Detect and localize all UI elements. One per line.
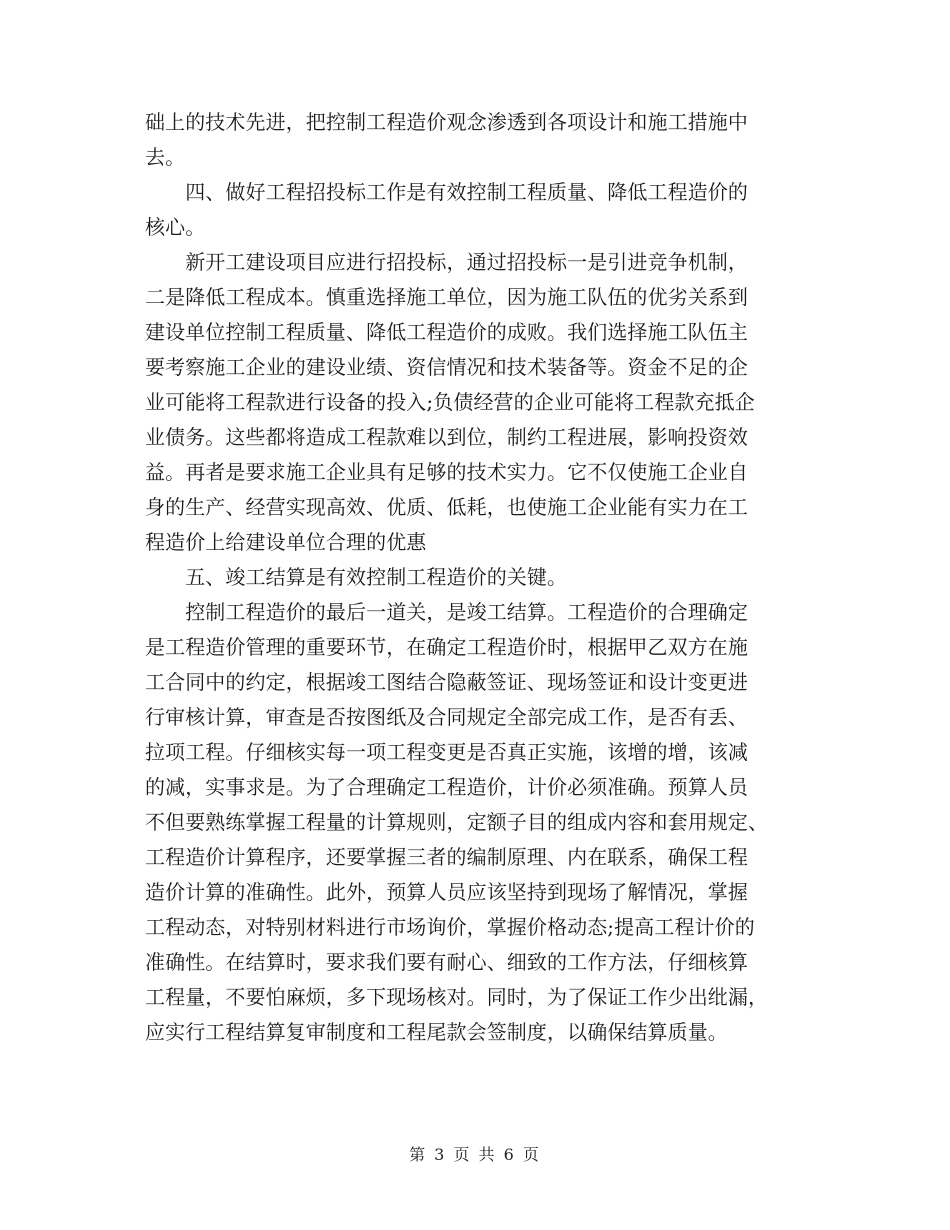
text-line: 础上的技术先进，把控制工程造价观念渗透到各项设计和施工措施中	[145, 110, 748, 134]
text-line: 二是降低工程成本。慎重选择施工单位，因为施工队伍的优劣关系到	[145, 285, 748, 309]
text-line: 工程量，不要怕麻烦，多下现场核对。同时，为了保证工作少出纰漏，	[145, 985, 769, 1009]
text-line: 去。	[145, 145, 186, 169]
text-line: 是工程造价管理的重要环节，在确定工程造价时，根据甲乙双方在施	[145, 635, 748, 659]
section-heading-4: 四、做好工程招投标工作是有效控制工程质量、降低工程造价的	[145, 180, 748, 204]
text-line: 建设单位控制工程质量、降低工程造价的成败。我们选择施工队伍主	[145, 320, 748, 344]
text-line: 程造价上给建设单位合理的优惠	[145, 530, 427, 554]
text-line: 不但要熟练掌握工程量的计算规则，定额子目的组成内容和套用规定、	[145, 810, 769, 834]
text-line: 工程动态，对特别材料进行市场询价，掌握价格动态;提高工程计价的	[145, 915, 755, 939]
body-text	[145, 105, 805, 1050]
text-line: 身的生产、经营实现高效、优质、低耗，也使施工企业能有实力在工	[145, 495, 748, 519]
text-line: 造价计算的准确性。此外，预算人员应该坚持到现场了解情况，掌握	[145, 880, 748, 904]
text-line: 益。再者是要求施工企业具有足够的技术实力。它不仅使施工企业自	[145, 460, 748, 484]
text-line: 准确性。在结算时，要求我们要有耐心、细致的工作方法，仔细核算	[145, 950, 748, 974]
text-line: 工合同中的约定，根据竣工图结合隐蔽签证、现场签证和设计变更进	[145, 670, 748, 694]
section-heading-5: 五、竣工结算是有效控制工程造价的关键。	[145, 565, 568, 589]
text-line: 行审核计算，审查是否按图纸及合同规定全部完成工作，是否有丢、	[145, 705, 748, 729]
text-line: 应实行工程结算复审制度和工程尾款会签制度，以确保结算质量。	[145, 1020, 728, 1044]
page-number-footer: 第 3 页 共 6 页	[409, 1145, 541, 1164]
text-line: 控制工程造价的最后一道关，是竣工结算。工程造价的合理确定	[145, 600, 748, 624]
text-line: 的减，实事求是。为了合理确定工程造价，计价必须准确。预算人员	[145, 775, 748, 799]
text-line: 新开工建设项目应进行招投标，通过招投标一是引进竞争机制，	[145, 250, 748, 274]
text-line: 工程造价计算程序，还要掌握三者的编制原理、内在联系，确保工程	[145, 845, 748, 869]
text-line: 要考察施工企业的建设业绩、资信情况和技术装备等。资金不足的企	[145, 355, 748, 379]
text-line: 业可能将工程款进行设备的投入;负债经营的企业可能将工程款充抵企	[145, 390, 755, 414]
text-line: 拉项工程。仔细核实每一项工程变更是否真正实施，该增的增，该减	[145, 740, 748, 764]
text-line: 业债务。这些都将造成工程款难以到位，制约工程进展，影响投资效	[145, 425, 748, 449]
section-heading-4-cont: 核心。	[145, 215, 206, 239]
